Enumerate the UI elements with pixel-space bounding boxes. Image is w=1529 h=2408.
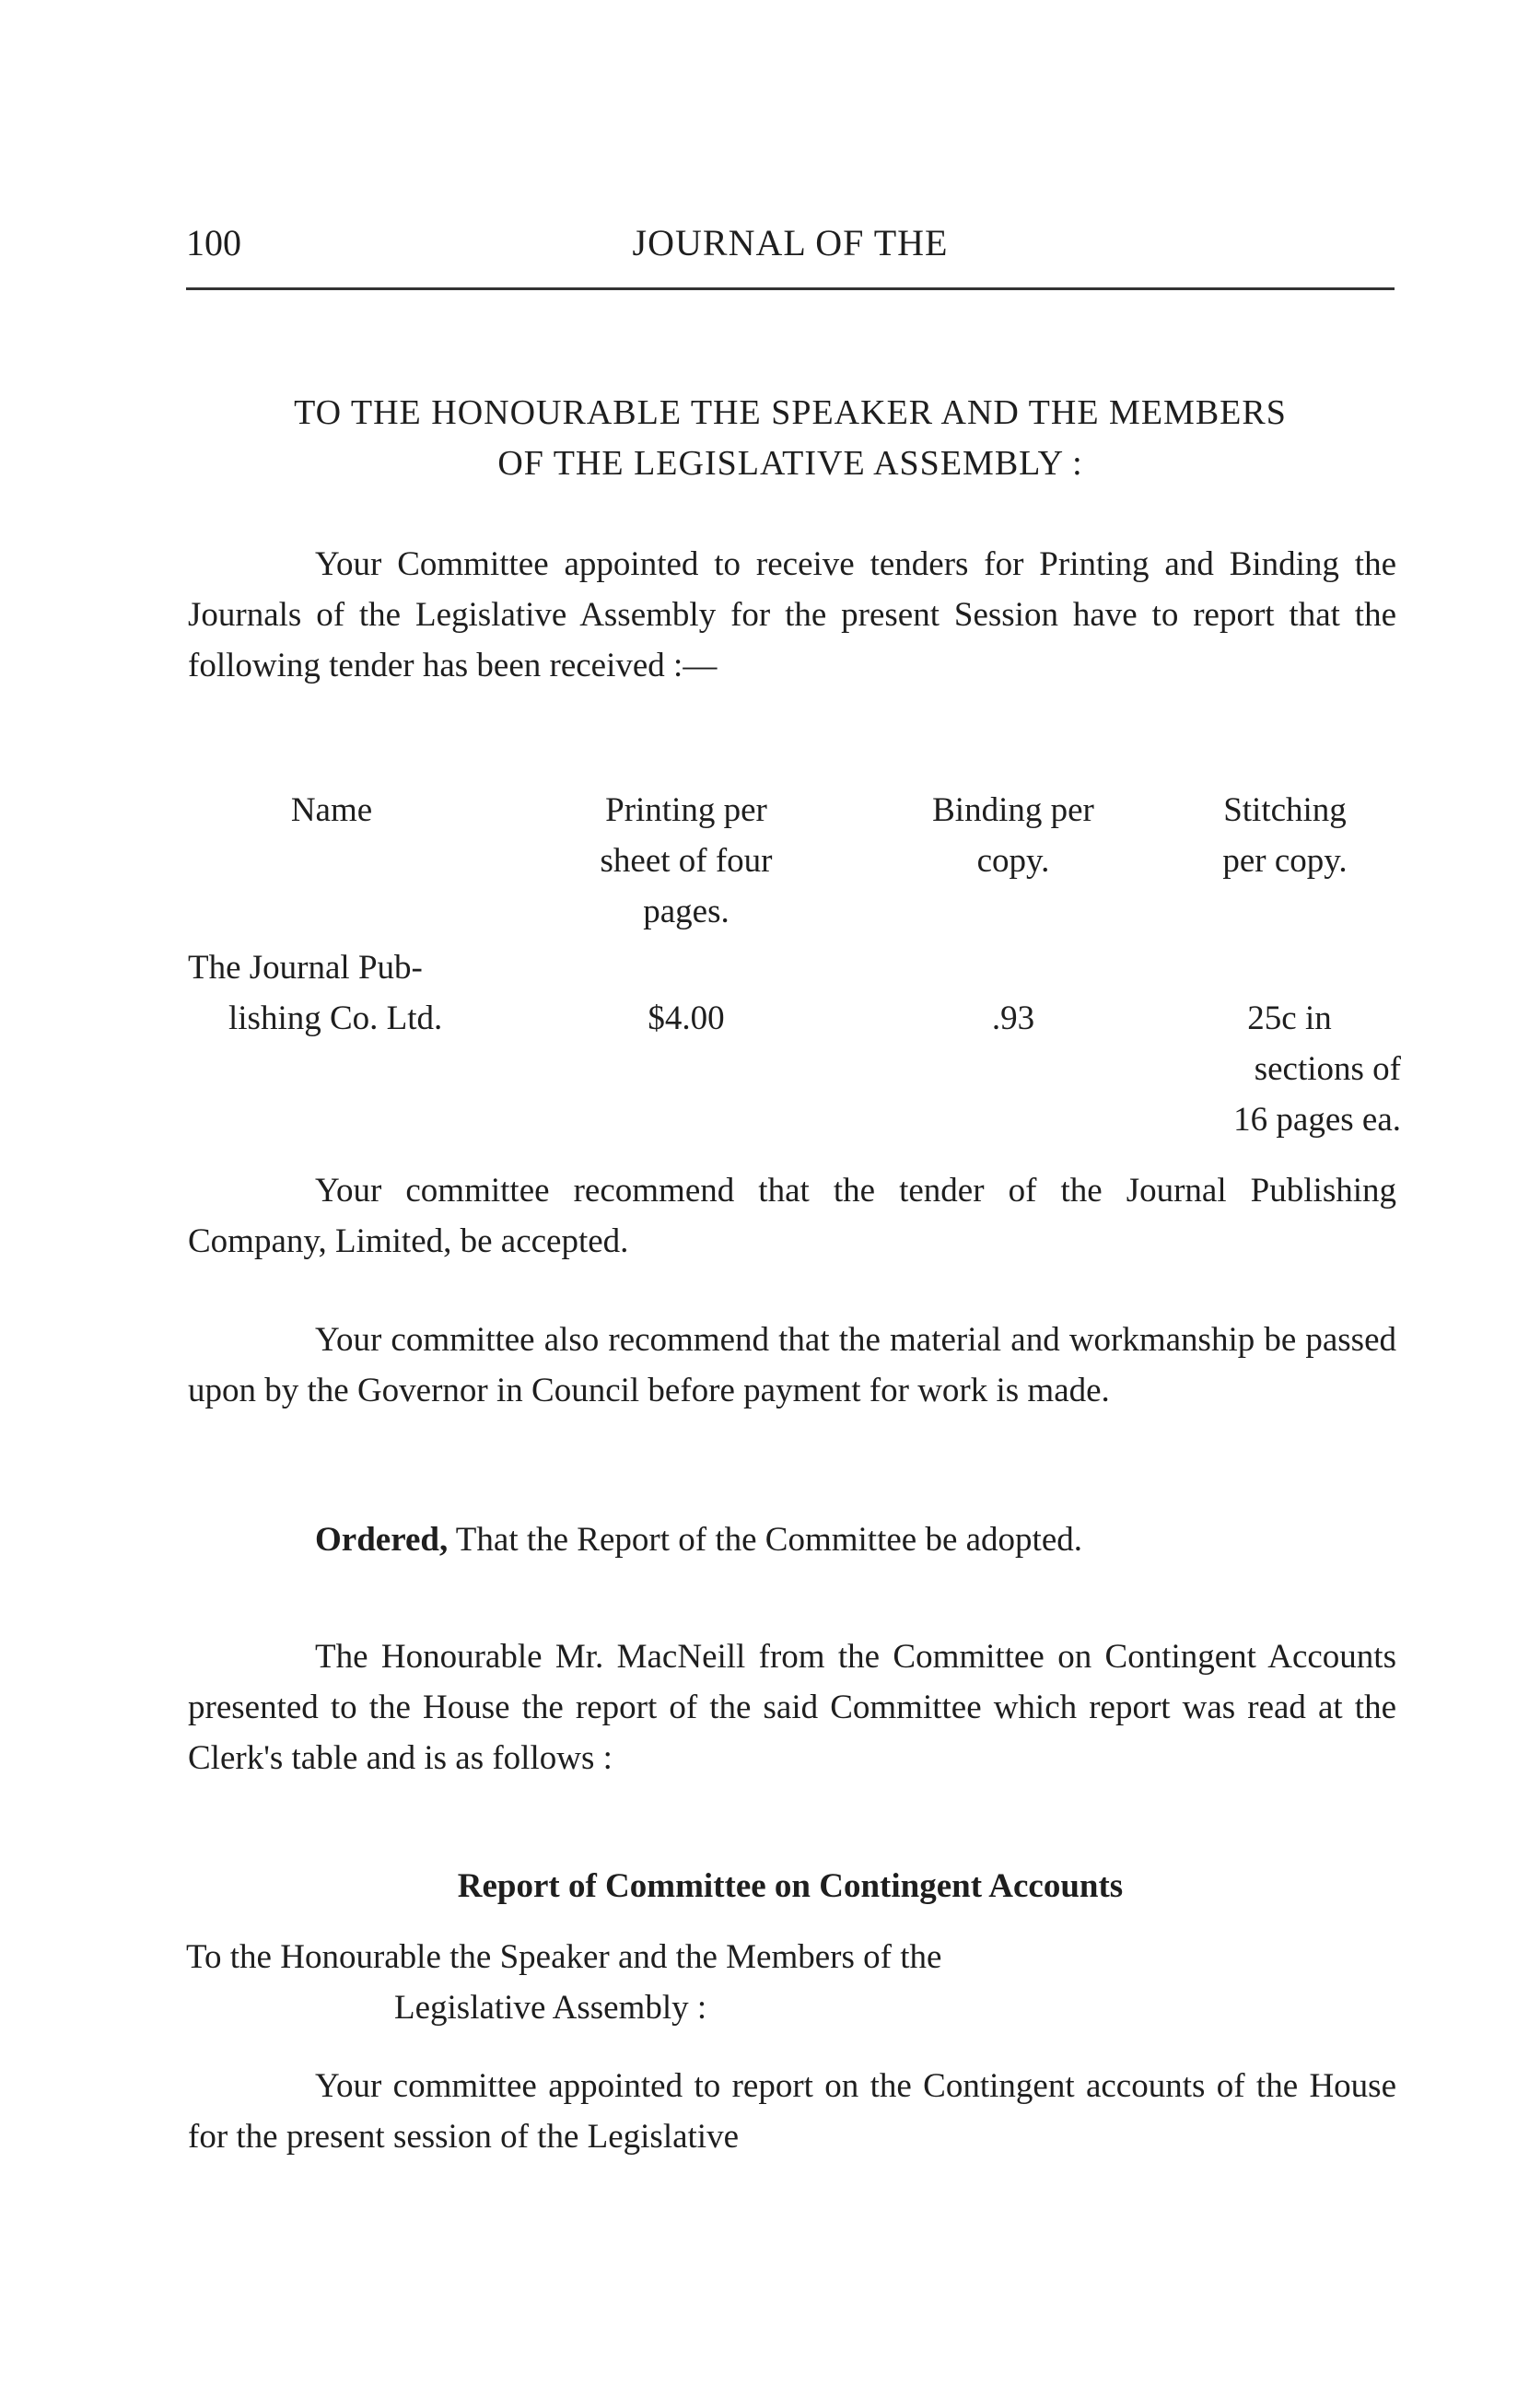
running-title: JOURNAL OF THE [632, 222, 949, 263]
report-address-line-2: Legislative Assembly : [394, 1989, 707, 2027]
committee-intro-paragraph: Your Committee appointed to receive tenders for Printing and Binding the Journals of the Legislative Assembly for the present Session have to report that the following tender has been received :— [188, 545, 1396, 684]
macneill-paragraph: The Honourable Mr. MacNeill from the Committee on Contingent Accounts presented to the House the report of the said Committee which report was read at the Clerk's table and is as follows : [188, 1638, 1396, 1777]
table-header-printing-line-1: Printing per [605, 791, 767, 829]
table-header-binding-line-1: Binding per [932, 791, 1094, 829]
table-header-stitching-line-2: per copy. [1222, 842, 1348, 880]
table-row-stitching-line-1: 25c in [1247, 999, 1332, 1037]
table-header-printing-line-3: pages. [643, 893, 729, 930]
header-rule [186, 287, 1395, 290]
address-line-2: OF THE LEGISLATIVE ASSEMBLY : [497, 444, 1083, 483]
ordered-label: Ordered, [315, 1521, 449, 1559]
table-row-binding-price: .93 [991, 999, 1035, 1037]
table-header-name: Name [290, 791, 373, 829]
page-number: 100 [186, 222, 241, 263]
address-line-1: TO THE HONOURABLE THE SPEAKER AND THE MEMBERS [294, 393, 1287, 432]
contingent-intro-paragraph: Your committee appointed to report on the Contingent accounts of the House for the present session of the Legislative [188, 2067, 1396, 2156]
recommend-tender-paragraph: Your committee recommend that the tender of the Journal Publishing Company, Limited, be accepted. [188, 1172, 1396, 1260]
table-header-stitching-line-1: Stitching [1223, 791, 1347, 829]
table-header-printing-line-2: sheet of four [600, 842, 773, 880]
report-address-line-1: To the Honourable the Speaker and the Members of the [186, 1938, 942, 1976]
ordered-paragraph [188, 1514, 1396, 1565]
recommend-material-paragraph: Your committee also recommend that the material and workmanship be passed upon by the Governor in Council before payment for work is made. [188, 1321, 1396, 1409]
table-row-stitching-line-3: 16 pages ea. [1233, 1101, 1401, 1139]
table-row-name-line-1: The Journal Pub- [188, 949, 423, 987]
page-header [186, 221, 1395, 276]
table-header-binding-line-2: copy. [976, 842, 1050, 880]
ordered-text: That the Report of the Committee be adopted. [448, 1521, 1083, 1559]
table-row-stitching-line-2: sections of [1254, 1050, 1401, 1088]
table-row-printing-price: $4.00 [648, 999, 725, 1037]
table-row-name-line-2: lishing Co. Ltd. [228, 999, 443, 1037]
report-heading: Report of Committee on Contingent Accounts [457, 1867, 1124, 1905]
